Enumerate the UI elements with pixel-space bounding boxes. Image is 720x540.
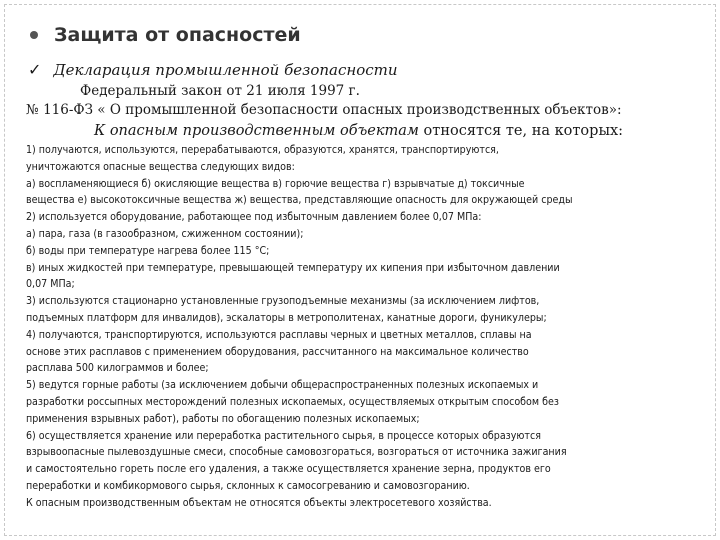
title-row [30, 24, 301, 46]
bullet-icon [30, 31, 38, 39]
checkmark-icon: ✓ [28, 60, 42, 79]
body-line: уничтожаются опасные вещества следующих видов: [26, 160, 295, 173]
intro-italic: К опасным производственным объектам [94, 123, 419, 139]
body-text [26, 142, 702, 512]
body-line: а) пара, газа (в газообразном, сжиженном состоянии); [26, 227, 304, 240]
declaration-heading: Декларация промышленной безопасности [53, 61, 398, 79]
body-line: 0,07 МПа; [26, 278, 75, 291]
law-line-1: Федеральный закон от 21 июля 1997 г. [80, 83, 360, 99]
intro-line [94, 123, 623, 139]
intro-rest: относятся те, на которых: [418, 123, 624, 139]
law-line-2: № 116-ФЗ « О промышленной безопасности опасных производственных объектов»: [26, 102, 622, 118]
body-line: 6) осуществляется хранение или переработка растительного сырья, в процессе которых образуются [26, 429, 541, 442]
body-line: 2) используется оборудование, работающее под избыточным давлением более 0,07 МПа: [26, 211, 482, 224]
body-line: применения взрывных работ), работы по обогащению полезных ископаемых; [26, 412, 420, 425]
body-line: основе этих расплавов с применением оборудования, рассчитанного на максимальное количество [26, 345, 529, 358]
body-line: 3) используются стационарно установленные грузоподъемные механизмы (за исключением лифтов, [26, 295, 540, 308]
body-line: б) воды при температуре нагрева более 115 °С; [26, 244, 270, 257]
body-line: разработки россыпных месторождений полезных ископаемых, осуществляемых открытым способом без [26, 395, 559, 408]
body-line: К опасным производственным объектам не относятся объекты электросетевого хозяйства. [26, 496, 492, 509]
body-line: а) воспламеняющиеся б) окисляющие вещества в) горючие вещества г) взрывчатые д) токсичные [26, 177, 525, 190]
body-line: переработки и комбикормового сырья, склонных к самосогреванию и самовозгоранию. [26, 479, 470, 492]
slide-title: Защита от опасностей [54, 24, 301, 46]
body-line: 5) ведутся горные работы (за исключением добычи общераспространенных полезных ископаемых и [26, 379, 539, 392]
body-line: вещества е) высокотоксичные вещества ж) вещества, представляющие опасность для окружающей среды [26, 194, 573, 207]
body-line: подъемных платформ для инвалидов), эскалаторы в метрополитенах, канатные дороги, фуникулеры; [26, 311, 547, 324]
body-line: расплава 500 килограммов и более; [26, 362, 209, 375]
body-line: взрывоопасные пылевоздушные смеси, способные самовозгораться, возгораться от источника зажигания [26, 446, 567, 459]
declaration-row [28, 60, 398, 79]
body-line: 1) получаются, используются, перерабатываются, образуются, хранятся, транспортируются, [26, 144, 499, 156]
body-line: и самостоятельно гореть после его удаления, а также осуществляется хранение зерна, продуктов его [26, 463, 551, 476]
body-line: 4) получаются, транспортируются, используются расплавы черных и цветных металлов, сплавы на [26, 328, 532, 341]
body-line: в) иных жидкостей при температуре, превышающей температуру их кипения при избыточном давлении [26, 261, 560, 274]
